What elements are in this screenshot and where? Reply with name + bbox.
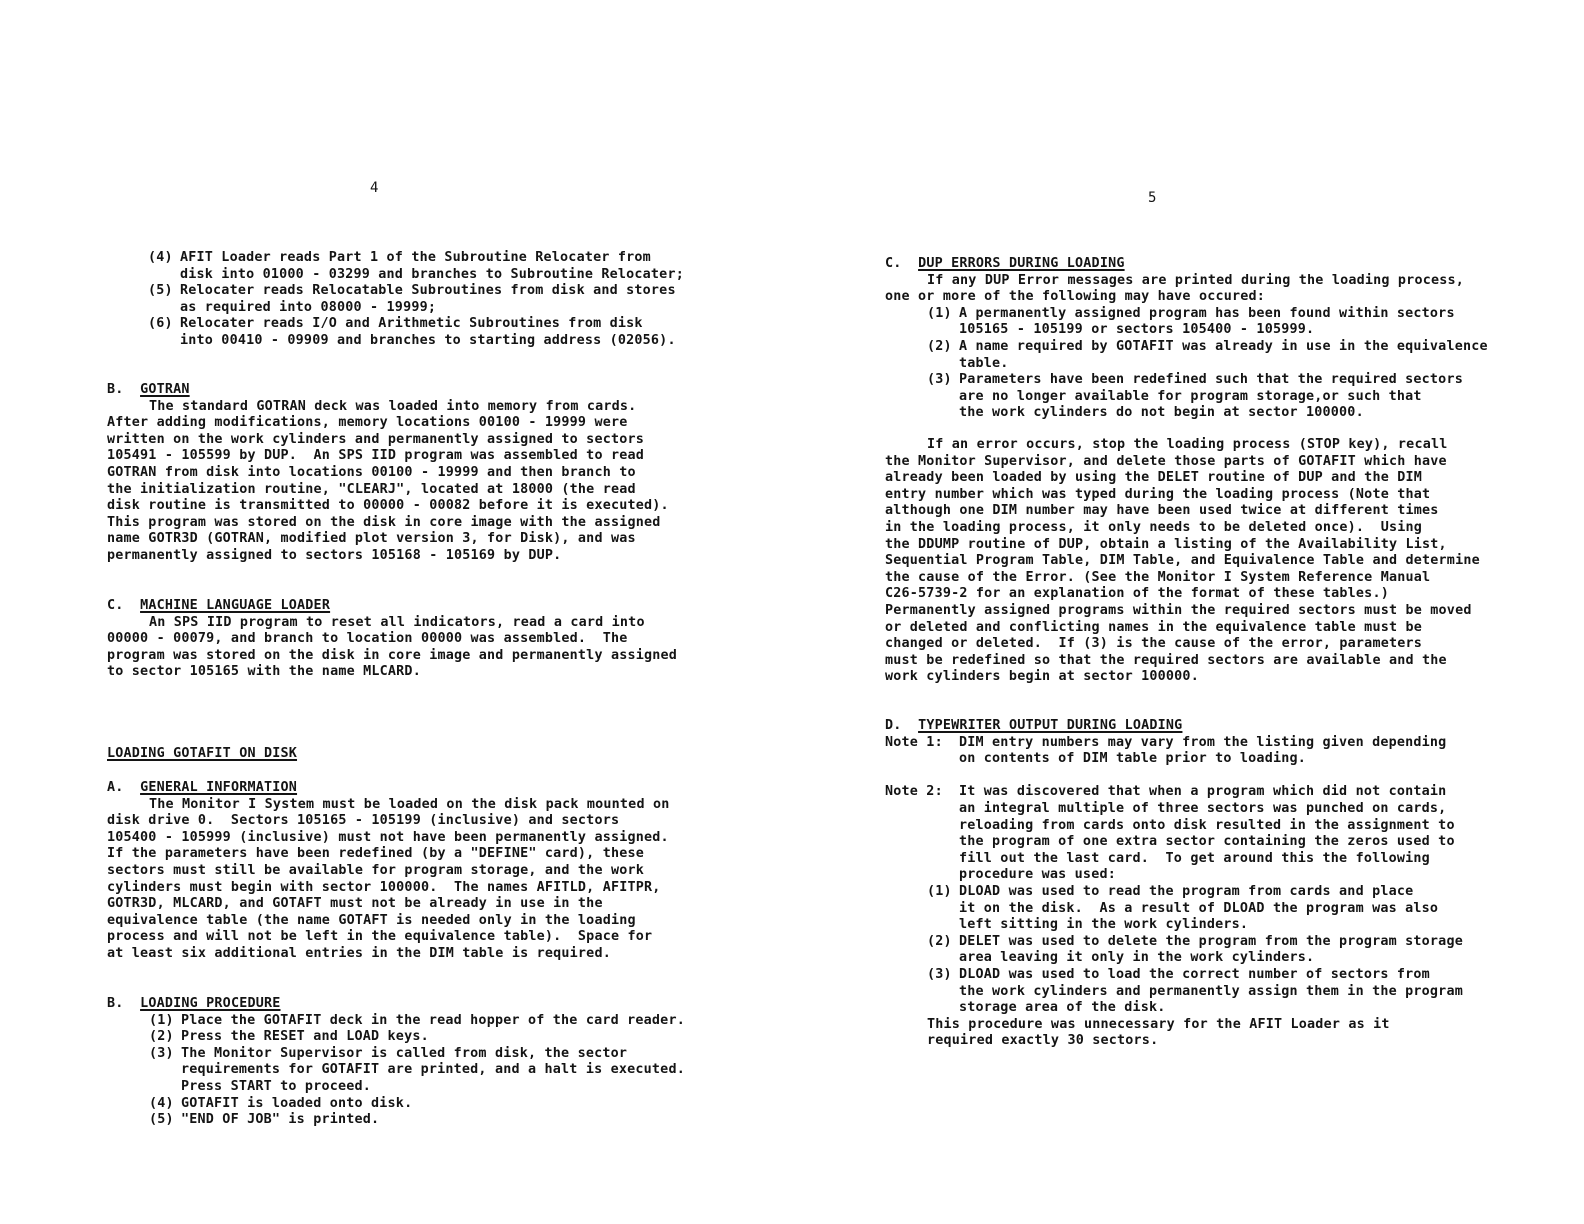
- numbered-item: [149, 1096, 747, 1113]
- item-number: (4): [149, 1095, 174, 1111]
- section-body: [107, 797, 747, 963]
- item-number: (1): [927, 305, 952, 321]
- text-line: or deleted and conflicting names in the equivalence table must be: [885, 619, 1423, 635]
- item-number: (5): [149, 1112, 174, 1128]
- text-line: at least six additional entries in the DIM table is required.: [107, 945, 611, 961]
- note-label: Note 1:: [885, 734, 943, 750]
- text-line: After adding modifications, memory locations 00100 - 19999 were: [107, 415, 628, 431]
- item-text-line: AFIT Loader reads Part 1 of the Subroutine Relocater from: [180, 250, 651, 265]
- text-line: reloading from cards onto disk resulted in the assignment to: [959, 817, 1455, 833]
- text-line: fill out the last card. To get around this the following: [959, 850, 1430, 866]
- right-page: [792, 0, 1584, 1224]
- item-text-line: table.: [959, 355, 1009, 371]
- text-line: work cylinders begin at sector 100000.: [885, 669, 1199, 685]
- item-text-line: the work cylinders do not begin at sector 100000.: [959, 405, 1364, 421]
- text-line: the Monitor Supervisor, and delete those parts of GOTAFIT which have: [885, 453, 1447, 469]
- numbered-item: [148, 316, 748, 349]
- item-text-line: The Monitor Supervisor is called from disk, the sector: [181, 1045, 628, 1061]
- dup-errors-section: [885, 256, 1565, 422]
- item-number: (3): [927, 372, 952, 388]
- gotran-section: [107, 382, 747, 565]
- numbered-item: [149, 1112, 747, 1129]
- note-1: [885, 735, 1565, 768]
- text-line: The Monitor I System must be loaded on the disk pack mounted on: [149, 796, 670, 812]
- section-heading: LOADING PROCEDURE: [140, 996, 281, 1011]
- text-line: the DDUMP routine of DUP, obtain a listing of the Availability List,: [885, 536, 1447, 552]
- text-line: 105400 - 105999 (inclusive) must not have been permanently assigned.: [107, 829, 669, 845]
- item-text-line: Press the RESET and LOAD keys.: [181, 1029, 429, 1045]
- numbered-item: [148, 283, 748, 316]
- text-line: on contents of DIM table prior to loading.: [959, 751, 1306, 767]
- item-number: (1): [149, 1012, 174, 1028]
- item-text-line: "END OF JOB" is printed.: [181, 1112, 380, 1128]
- numbered-item: [927, 934, 1565, 967]
- text-line: the initialization routine, "CLEARJ", located at 18000 (the read: [107, 481, 636, 497]
- item-text-line: storage area of the disk.: [959, 1000, 1166, 1016]
- text-line: It was discovered that when a program which did not contain: [959, 784, 1447, 800]
- text-line: This procedure was unnecessary for the AFIT Loader as it: [927, 1016, 1390, 1032]
- item-number: (3): [927, 966, 952, 982]
- item-number: (4): [148, 250, 173, 265]
- subroutine-steps: [148, 250, 748, 350]
- item-text-line: DLOAD was used to read the program from cards and place: [959, 883, 1414, 899]
- text-line: permanently assigned to sectors 105168 - 105169 by DUP.: [107, 547, 562, 563]
- text-line: although one DIM number may have been used twice at different times: [885, 503, 1439, 519]
- item-number: (6): [148, 316, 173, 332]
- section-heading: GOTRAN: [140, 382, 190, 397]
- note-2: [885, 784, 1565, 884]
- item-text-line: left sitting in the work cylinders.: [959, 917, 1249, 933]
- left-page: [0, 0, 780, 1224]
- section-letter: C.: [107, 598, 124, 613]
- item-number: (2): [149, 1029, 174, 1045]
- text-line: DIM entry numbers may vary from the listing given depending: [959, 734, 1447, 750]
- numbered-item: [927, 372, 1565, 422]
- text-line: already been loaded by using the DELET routine of DUP and the DIM: [885, 470, 1423, 486]
- text-line: an integral multiple of three sectors was punched on cards,: [959, 800, 1447, 816]
- item-text-line: into 00410 - 09909 and branches to starting address (02056).: [180, 332, 676, 348]
- section-letter: C.: [885, 256, 902, 271]
- text-line: name GOTR3D (GOTRAN, modified plot version 3, for Disk), and was: [107, 531, 636, 547]
- error-causes: [885, 306, 1565, 422]
- machine-loader-section: [107, 598, 747, 681]
- text-line: written on the work cylinders and permanently assigned to sectors: [107, 431, 645, 447]
- section-heading: MACHINE LANGUAGE LOADER: [140, 598, 331, 613]
- text-line: If any DUP Error messages are printed during the loading process,: [927, 272, 1465, 288]
- numbered-item: [927, 884, 1565, 934]
- text-line: must be redefined so that the required sectors are available and the: [885, 652, 1447, 668]
- section-heading: DUP ERRORS DURING LOADING: [918, 256, 1125, 271]
- item-text-line: are no longer available for program storage,or such that: [959, 388, 1422, 404]
- main-heading: LOADING GOTAFIT ON DISK: [107, 746, 298, 761]
- text-line: sectors must still be available for program storage, and the work: [107, 862, 645, 878]
- typewriter-section: [885, 718, 1565, 1050]
- item-number: (2): [927, 338, 952, 354]
- item-text-line: area leaving it only in the work cylinders.: [959, 950, 1315, 966]
- error-paragraph: [885, 437, 1565, 686]
- item-text-line: A permanently assigned program has been found within sectors: [959, 305, 1455, 321]
- text-line: This program was stored on the disk in core image with the assigned: [107, 514, 661, 530]
- item-text-line: GOTAFIT is loaded onto disk.: [181, 1095, 413, 1111]
- item-number: (3): [149, 1045, 174, 1061]
- section-intro: [885, 273, 1565, 306]
- text-line: If an error occurs, stop the loading process (STOP key), recall: [927, 437, 1448, 452]
- general-info-section: [107, 780, 747, 963]
- text-line: required exactly 30 sectors.: [927, 1033, 1159, 1049]
- section-letter: B.: [107, 382, 124, 397]
- text-line: GOTRAN from disk into locations 00100 - 19999 and then branch to: [107, 464, 636, 480]
- text-line: GOTR3D, MLCARD, and GOTAFT must not be already in use in the: [107, 896, 603, 912]
- item-text-line: it on the disk. As a result of DLOAD the program was also: [959, 900, 1439, 916]
- item-text-line: 105165 - 105199 or sectors 105400 - 105999.: [959, 322, 1315, 338]
- text-line: changed or deleted. If (3) is the cause of the error, parameters: [885, 636, 1423, 652]
- text-line: equivalence table (the name GOTAFT is needed only in the loading: [107, 912, 636, 928]
- page-number: 4: [370, 180, 379, 196]
- text-line: the program of one extra sector containing the zeros used to: [959, 834, 1455, 850]
- text-line: entry number which was typed during the loading process (Note that: [885, 486, 1431, 502]
- text-line: procedure was used:: [959, 867, 1116, 883]
- numbered-item: [148, 250, 748, 283]
- text-line: If the parameters have been redefined (by a "DEFINE" card), these: [107, 846, 645, 862]
- section-heading: GENERAL INFORMATION: [140, 780, 298, 795]
- text-line: cylinders must begin with sector 100000. The names AFITLD, AFITPR,: [107, 879, 661, 895]
- numbered-item: [149, 1013, 747, 1030]
- section-letter: B.: [107, 996, 124, 1011]
- text-line: process and will not be left in the equivalence table). Space for: [107, 929, 653, 945]
- text-line: 00000 - 00079, and branch to location 00000 was assembled. The: [107, 631, 628, 647]
- item-number: (1): [927, 883, 952, 899]
- text-line: program was stored on the disk in core image and permanently assigned: [107, 647, 678, 663]
- item-text-line: Place the GOTAFIT deck in the read hopper of the card reader.: [181, 1012, 685, 1028]
- numbered-item: [927, 306, 1565, 339]
- section-body: [107, 399, 747, 565]
- item-number: (2): [927, 933, 952, 949]
- note-body: [959, 735, 1565, 768]
- item-text-line: as required into 08000 - 19999;: [180, 299, 437, 315]
- loading-procedure-section: [107, 996, 747, 1129]
- item-text-line: DELET was used to delete the program from the program storage: [959, 933, 1463, 949]
- note-label: Note 2:: [885, 784, 943, 800]
- item-text-line: Press START to proceed.: [181, 1078, 372, 1094]
- text-line: disk drive 0. Sectors 105165 - 105199 (inclusive) and sectors: [107, 813, 620, 829]
- text-line: disk routine is transmitted to 00000 - 00082 before it is executed).: [107, 498, 669, 514]
- item-text-line: A name required by GOTAFIT was already in use in the equivalence: [959, 338, 1488, 354]
- section-letter: D.: [885, 718, 902, 733]
- item-text-line: disk into 01000 - 03299 and branches to Subroutine Relocater;: [180, 266, 684, 282]
- text-line: 105491 - 105599 by DUP. An SPS IID program was assembled to read: [107, 448, 645, 464]
- procedure-steps: [885, 884, 1565, 1017]
- closing-text: [885, 1017, 1565, 1050]
- numbered-item: [927, 339, 1565, 372]
- item-number: (5): [148, 283, 173, 299]
- item-text-line: Relocater reads Relocatable Subroutines from disk and stores: [180, 283, 676, 299]
- page-number: 5: [1148, 190, 1157, 206]
- text-line: The standard GOTRAN deck was loaded into memory from cards.: [149, 398, 637, 414]
- numbered-item: [149, 1029, 747, 1046]
- item-text-line: DLOAD was used to load the correct number of sectors from: [959, 966, 1430, 982]
- note-body: [959, 784, 1565, 884]
- text-line: Sequential Program Table, DIM Table, and Equivalence Table and determine: [885, 553, 1480, 569]
- item-text-line: Parameters have been redefined such that the required sectors: [959, 372, 1463, 388]
- text-line: in the loading process, it only needs to be deleted once). Using: [885, 519, 1423, 535]
- text-line: An SPS IID program to reset all indicators, read a card into: [149, 614, 645, 630]
- item-text-line: requirements for GOTAFIT are printed, and a halt is executed.: [181, 1062, 685, 1078]
- item-text-line: Relocater reads I/O and Arithmetic Subroutines from disk: [180, 316, 643, 332]
- section-letter: A.: [107, 780, 124, 795]
- text-line: to sector 105165 with the name MLCARD.: [107, 664, 421, 680]
- section-heading: TYPEWRITER OUTPUT DURING LOADING: [918, 718, 1183, 733]
- numbered-item: [149, 1046, 747, 1096]
- text-line: Permanently assigned programs within the required sectors must be moved: [885, 602, 1472, 618]
- section-body: [107, 615, 747, 681]
- procedure-steps: [107, 1013, 747, 1129]
- item-text-line: the work cylinders and permanently assign them in the program: [959, 983, 1463, 999]
- text-line: C26-5739-2 for an explanation of the format of these tables.): [885, 586, 1389, 602]
- text-line: the cause of the Error. (See the Monitor I System Reference Manual: [885, 569, 1431, 585]
- numbered-item: [927, 967, 1565, 1017]
- text-line: one or more of the following may have occured:: [885, 289, 1266, 305]
